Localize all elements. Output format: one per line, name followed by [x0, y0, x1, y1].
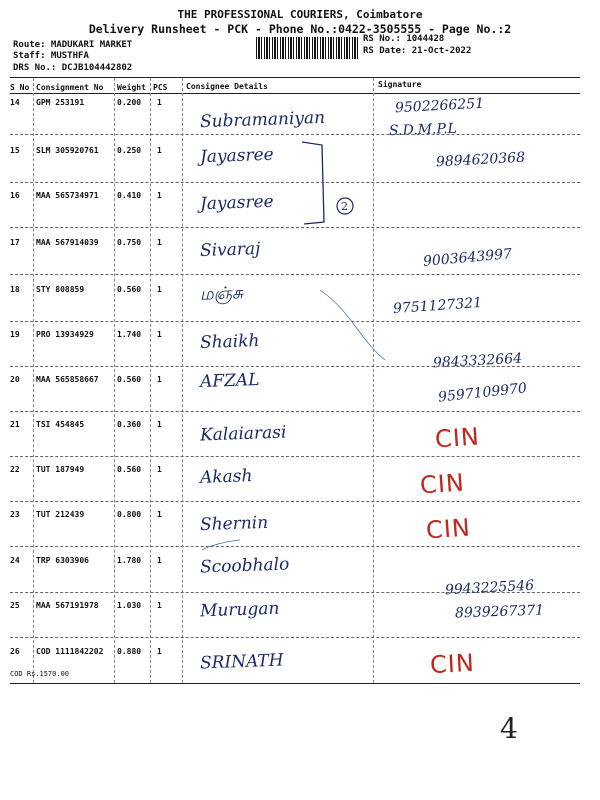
row-pcs: 1 — [157, 330, 162, 339]
row-divider — [10, 637, 580, 638]
row-divider — [10, 227, 580, 228]
row-weight: 0.560 — [117, 465, 142, 474]
route-label: Route: MADUKARI MARKET — [13, 40, 133, 50]
row-consignment: MAA 567914039 — [36, 238, 99, 247]
runsheet-title: THE PROFESSIONAL COURIERS, Coimbatore — [177, 8, 423, 21]
row-signature-handwritten: 9502266251 — [394, 95, 485, 117]
row-consignee-handwritten: Subramaniyan — [199, 107, 326, 133]
header-bottom-rule — [10, 93, 580, 94]
row-weight: 0.560 — [117, 285, 142, 294]
row-signature-handwritten: CIN — [419, 468, 466, 500]
row-sno: 17 — [10, 238, 20, 247]
col-sno: S No — [10, 83, 30, 92]
row-weight: 0.800 — [117, 510, 142, 519]
row-consignment: TUT 187949 — [36, 465, 85, 474]
row-divider — [10, 274, 580, 275]
row-consignee-handwritten: Jayasree — [199, 191, 274, 215]
row-signature-handwritten: 9597109970 — [437, 380, 528, 406]
row-consignee-handwritten: SRINATH — [199, 650, 284, 674]
row-weight: 0.200 — [117, 98, 142, 107]
row-divider — [10, 182, 580, 183]
cod-amount: COD Rs.1570.00 — [10, 670, 70, 678]
row-sno: 23 — [10, 510, 20, 519]
row-consignment: GPM 253191 — [36, 98, 85, 107]
row-consignment: MAA 565734971 — [36, 191, 99, 200]
row-weight: 0.560 — [117, 375, 142, 384]
bracket-number: 2 — [341, 200, 348, 213]
stray-pen-line — [200, 280, 400, 580]
row-divider — [10, 134, 580, 135]
row-sno: 19 — [10, 330, 20, 339]
row-consignment: TUT 212439 — [36, 510, 85, 519]
row-weight: 1.030 — [117, 601, 142, 610]
row-pcs: 1 — [157, 601, 162, 610]
row-weight: 1.740 — [117, 330, 142, 339]
row-consignment: MAA 567191978 — [36, 601, 99, 610]
row-pcs: 1 — [157, 420, 162, 429]
barcode — [256, 37, 360, 59]
row-signature-handwritten: 9843332664 — [432, 350, 523, 372]
row-pcs: 1 — [157, 510, 162, 519]
row-sno: 18 — [10, 285, 20, 294]
col-pcs: PCS — [153, 83, 168, 92]
col-signature: Signature — [378, 80, 422, 89]
col-consignment: Consignment No — [36, 83, 104, 92]
runsheet-subtitle: Delivery Runsheet - PCK - Phone No.:0422-3505555 - Page No.:2 — [88, 22, 512, 36]
row-sno: 15 — [10, 146, 20, 155]
row-consignee-handwritten: Shernin — [199, 512, 269, 536]
row-sno: 20 — [10, 375, 20, 384]
row-pcs: 1 — [157, 285, 162, 294]
row-consignee-handwritten: Kalaiarasi — [199, 422, 287, 446]
row-signature-handwritten: CIN — [434, 422, 481, 454]
row-consignment: COD 1111842202 — [36, 647, 104, 656]
row-consignment: STY 808859 — [36, 285, 85, 294]
row-sno: 14 — [10, 98, 20, 107]
row-signature-secondary: 8939267371 — [454, 602, 545, 622]
rs-number: RS No.: 1044428 — [363, 34, 445, 44]
col-weight: Weight — [117, 83, 146, 92]
row-signature-secondary: S.D.M.P.L — [388, 120, 458, 140]
row-pcs: 1 — [157, 465, 162, 474]
drs-number: DRS No.: DCJB104442802 — [13, 63, 133, 73]
row-consignment: PRO 13934929 — [36, 330, 94, 339]
row-pcs: 1 — [157, 98, 162, 107]
row-signature-handwritten: 9751127321 — [392, 294, 483, 318]
row-pcs: 1 — [157, 556, 162, 565]
row-signature-handwritten: 9003643997 — [422, 246, 513, 270]
col-consignee: Consignee Details — [186, 82, 268, 91]
row-consignee-handwritten: மஞ்சு — [199, 283, 244, 305]
table-bottom-rule — [10, 683, 580, 684]
row-pcs: 1 — [157, 647, 162, 656]
header-top-rule — [10, 77, 580, 78]
row-weight: 0.880 — [117, 647, 142, 656]
row-consignment: TSI 454845 — [36, 420, 85, 429]
row-pcs: 1 — [157, 146, 162, 155]
row-consignee-handwritten: Murugan — [199, 598, 280, 622]
page-number-handwritten: 4 — [500, 712, 518, 745]
row-sno: 16 — [10, 191, 20, 200]
row-signature-handwritten: 9894620368 — [435, 149, 526, 171]
row-consignment: SLM 305920761 — [36, 146, 99, 155]
row-weight: 1.780 — [117, 556, 142, 565]
row-consignment: TRP 6303906 — [36, 556, 89, 565]
row-sno: 24 — [10, 556, 20, 565]
staff-label: Staff: MUSTHFA — [13, 51, 89, 61]
row-consignee-handwritten: Shaikh — [199, 330, 260, 354]
row-pcs: 1 — [157, 191, 162, 200]
row-consignee-handwritten: Akash — [199, 466, 253, 488]
row-sno: 26 — [10, 647, 20, 656]
row-consignee-handwritten: AFZAL — [199, 369, 260, 393]
bracket-mark — [300, 140, 380, 230]
row-consignee-handwritten: Jayasree — [199, 144, 274, 168]
rs-date: RS Date: 21-Oct-2022 — [363, 46, 472, 56]
row-signature-handwritten: CIN — [425, 513, 472, 545]
row-signature-handwritten: 9943225546 — [444, 577, 535, 599]
row-weight: 0.250 — [117, 146, 142, 155]
row-pcs: 1 — [157, 375, 162, 384]
row-sno: 25 — [10, 601, 20, 610]
row-consignment: MAA 565858667 — [36, 375, 99, 384]
row-pcs: 1 — [157, 238, 162, 247]
row-weight: 0.410 — [117, 191, 142, 200]
row-sno: 22 — [10, 465, 20, 474]
row-signature-handwritten: CIN — [429, 648, 476, 680]
row-consignee-handwritten: Sivaraj — [199, 238, 261, 262]
row-sno: 21 — [10, 420, 20, 429]
row-weight: 0.750 — [117, 238, 142, 247]
row-weight: 0.360 — [117, 420, 142, 429]
row-consignee-handwritten: Scoobhalo — [199, 554, 290, 578]
